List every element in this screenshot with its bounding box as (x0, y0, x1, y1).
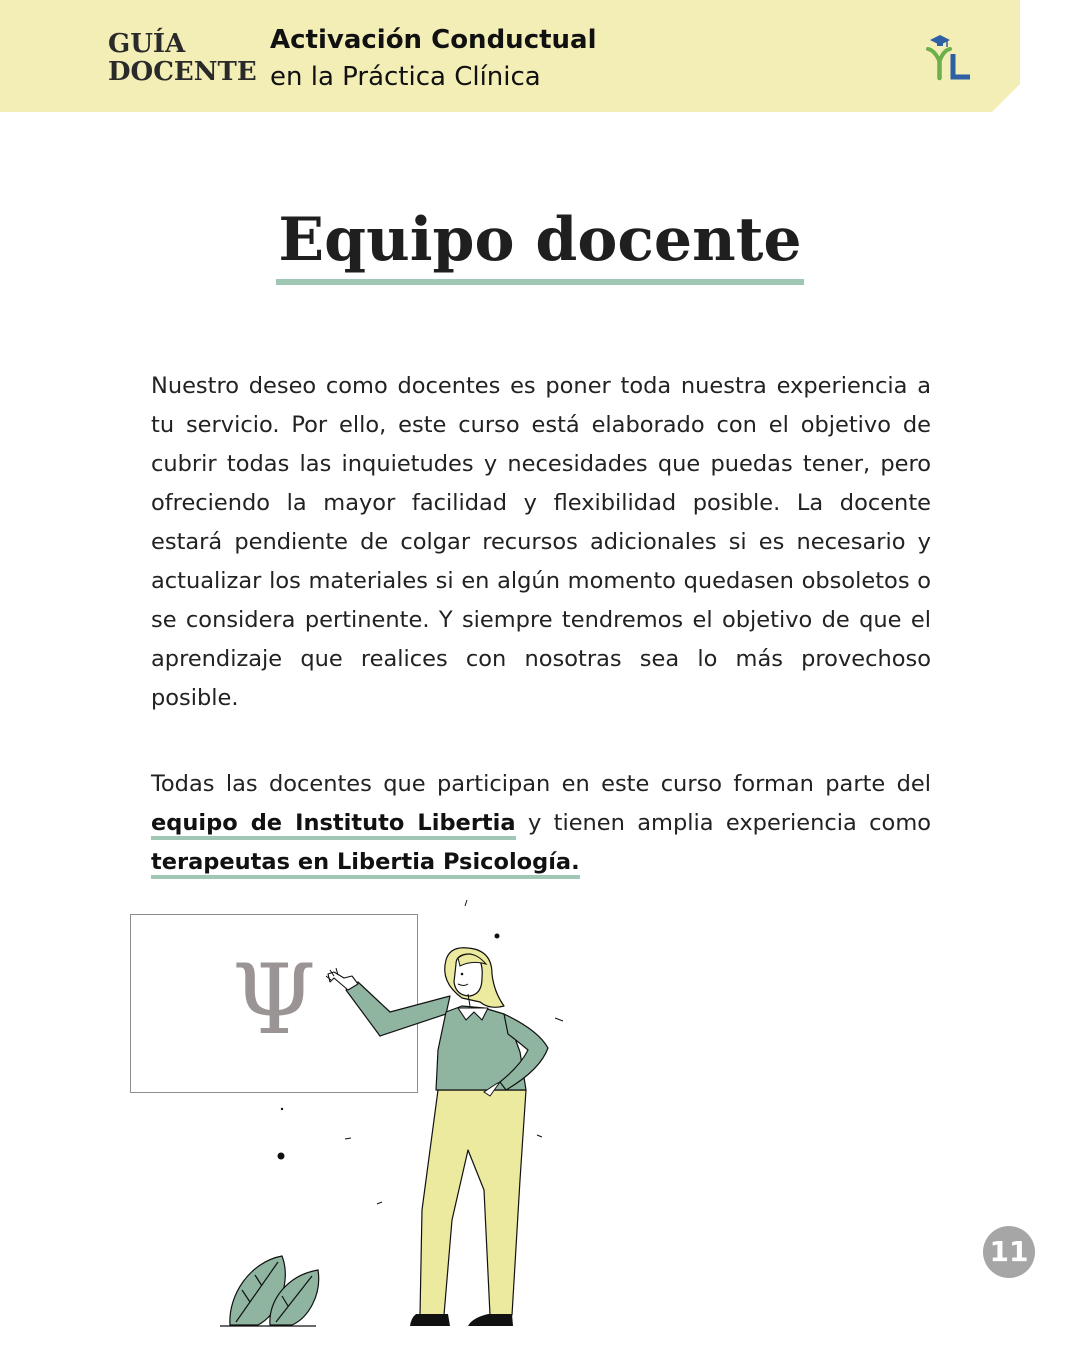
page-title: Equipo docente (276, 205, 803, 285)
plant-icon (220, 1256, 319, 1326)
brand-label (108, 30, 257, 86)
instituto-libertia-logo-icon (924, 32, 974, 82)
team-text-2: y tienen amplia experiencia como (515, 810, 931, 836)
brand-line-2: DOCENTE (108, 57, 257, 87)
page-number-badge: 11 (983, 1226, 1035, 1278)
link-instituto-libertia[interactable]: equipo de Instituto Libertia (151, 810, 516, 840)
course-title-light: en la Práctica Clínica (270, 62, 541, 92)
link-libertia-psicologia[interactable]: terapeutas en Libertia Psicología. (151, 849, 580, 879)
intro-paragraph: Nuestro deseo como docentes es poner toda nuestra experiencia a tu servicio. Por ello, este curso está elaborado con el objetivo de cubrir todas las inquietudes y necesidades que puedas tener, pero ofreciendo la mayor facilidad y flexibilidad posible. La docente estará pendiente de colgar recursos adicionales si es necesario y actualizar los materiales si en algún momento quedasen obsoletos o se considera pertinente. Y siempre tendremos el objetivo de que el aprendizaje que realices con nosotras sea lo más provechoso posible. (151, 373, 931, 711)
team-paragraph (151, 765, 931, 882)
course-title (270, 22, 597, 96)
brand-line-1: GUÍA (108, 29, 186, 59)
team-text-1: Todas las docentes que participan en este curso forman parte del (151, 771, 931, 797)
psi-symbol: Ψ (231, 944, 317, 1056)
course-title-bold: Activación Conductual (270, 25, 597, 55)
title-wrap (0, 205, 1080, 285)
teacher-presenting-icon (200, 890, 580, 1335)
